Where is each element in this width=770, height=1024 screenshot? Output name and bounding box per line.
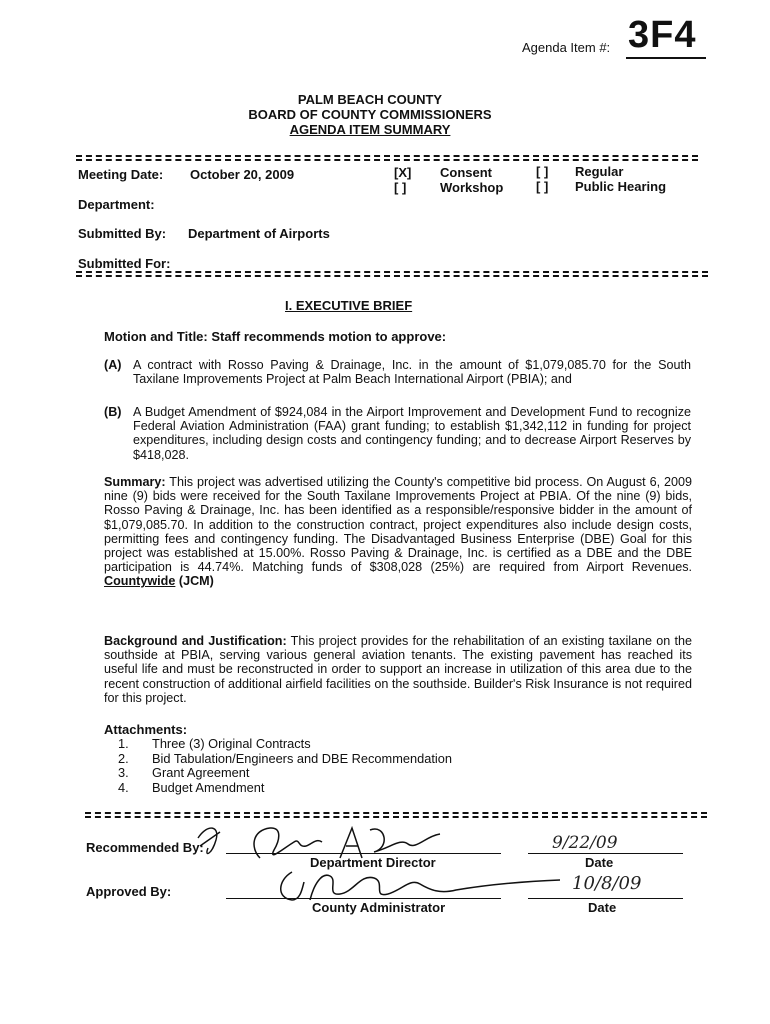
recommended-by-label: Recommended By: <box>86 840 204 855</box>
date-caption-2: Date <box>588 900 617 915</box>
approved-signature <box>270 860 570 910</box>
divider-middle <box>76 271 708 273</box>
county-name: PALM BEACH COUNTY <box>297 92 443 107</box>
submitted-by-value: Department of Airports <box>188 226 330 241</box>
list-item: 3. Grant Agreement <box>118 765 250 781</box>
consent-label: Consent <box>440 165 492 180</box>
agenda-item-number: 3F4 <box>628 14 697 56</box>
summary-paragraph <box>104 475 692 589</box>
agenda-item-label: Agenda Item #: <box>522 40 611 55</box>
preparer-initials: (JCM) <box>178 574 214 589</box>
workshop-checkbox[interactable]: [ ] <box>394 180 407 195</box>
list-item: 2. Bid Tabulation/Engineers and DBE Recommendation <box>118 750 452 766</box>
public-hearing-label: Public Hearing <box>575 179 667 194</box>
workshop-label: Workshop <box>440 180 504 195</box>
regular-label: Regular <box>575 164 624 179</box>
approved-by-label: Approved By: <box>86 884 172 899</box>
divider-top <box>76 155 698 157</box>
countywide-tag: Countywide <box>104 574 176 589</box>
document-title: AGENDA ITEM SUMMARY <box>289 122 451 137</box>
summary-text: This project was advertised utilizing the County's competitive bid process. On August 6, 2009 nine (9) bids were received for the South Taxilane Improvements Project at PBIA. Of the nine (9) bids, Rosso Paving & Drainage, Inc. has been identified as a responsible/responsive bidder in the amount of $1,079,085.70. In addition to the construction contract, project expenditures also include design costs, permitting fees and contingency funding. The Disadvantaged Business Enterprise (DBE) Goal for this project was established at 15.00%. Rosso Paving & Drainage, Inc. is certified as a DBE and the DBE participation is 44.74%. Matching funds of $308,028 (25%) are required from Airport Revenues. <box>104 475 692 575</box>
regular-checkbox[interactable]: [ ] <box>536 164 549 179</box>
handwritten-date-2: 10/8/09 <box>572 873 642 894</box>
public-hearing-checkbox[interactable]: [ ] <box>536 179 549 194</box>
meeting-date-value: October 20, 2009 <box>190 167 295 182</box>
divider-bottom <box>85 812 707 814</box>
background-label: Background and Justification: <box>104 634 287 648</box>
list-item: 4. Budget Amendment <box>118 779 265 795</box>
board-name: BOARD OF COUNTY COMMISSIONERS <box>248 107 492 122</box>
item-b-text: A Budget Amendment of $924,084 in the Airport Improvement and Development Fund to recognize Federal Aviation Administration (FAA) grant funding; to establish $1,342,112 in funding for project expenditures, including design costs and contingency funding; and to decrease Airport Reserves by $418,028. <box>133 405 691 462</box>
consent-checkbox[interactable]: [X] <box>394 165 412 180</box>
submitted-for-label: Submitted For: <box>78 256 171 271</box>
background-text: This project provides for the rehabilitation of an existing taxilane on the southside at PBIA, serving various general aviation tenants. The existing pavement has reached its useful life and must be reconstructed in order to support an increase in utilization of this area due to the recent construction of additional airfield facilities on the southside. Builder's Risk Insurance is not required for this project. <box>104 634 692 705</box>
motion-title: Motion and Title: Staff recommends motion to approve: <box>104 329 447 344</box>
department-director-caption: Department Director <box>310 855 436 870</box>
date-caption-1: Date <box>585 855 614 870</box>
date-line-1 <box>528 853 683 854</box>
list-item: 1. Three (3) Original Contracts <box>118 736 311 751</box>
meeting-date-label: Meeting Date: <box>78 167 164 182</box>
background-paragraph <box>104 634 692 705</box>
department-label: Department: <box>78 197 155 212</box>
agenda-number-underline <box>626 57 706 59</box>
county-administrator-caption: County Administrator <box>312 900 446 915</box>
executive-brief-heading: I. EXECUTIVE BRIEF <box>285 298 413 313</box>
item-a-text: A contract with Rosso Paving & Drainage, Inc. in the amount of $1,079,085.70 for the South Taxilane Improvements Project at Palm Beach International Airport (PBIA); and <box>133 358 691 387</box>
summary-label: Summary: <box>104 475 166 489</box>
handwritten-date-1: 9/22/09 <box>552 833 618 853</box>
item-a-label: (A) <box>104 358 122 372</box>
item-b-label: (B) <box>104 405 122 419</box>
submitted-by-label: Submitted By: <box>78 226 167 241</box>
attachments-list <box>118 737 452 795</box>
attachments-heading: Attachments: <box>104 722 188 737</box>
